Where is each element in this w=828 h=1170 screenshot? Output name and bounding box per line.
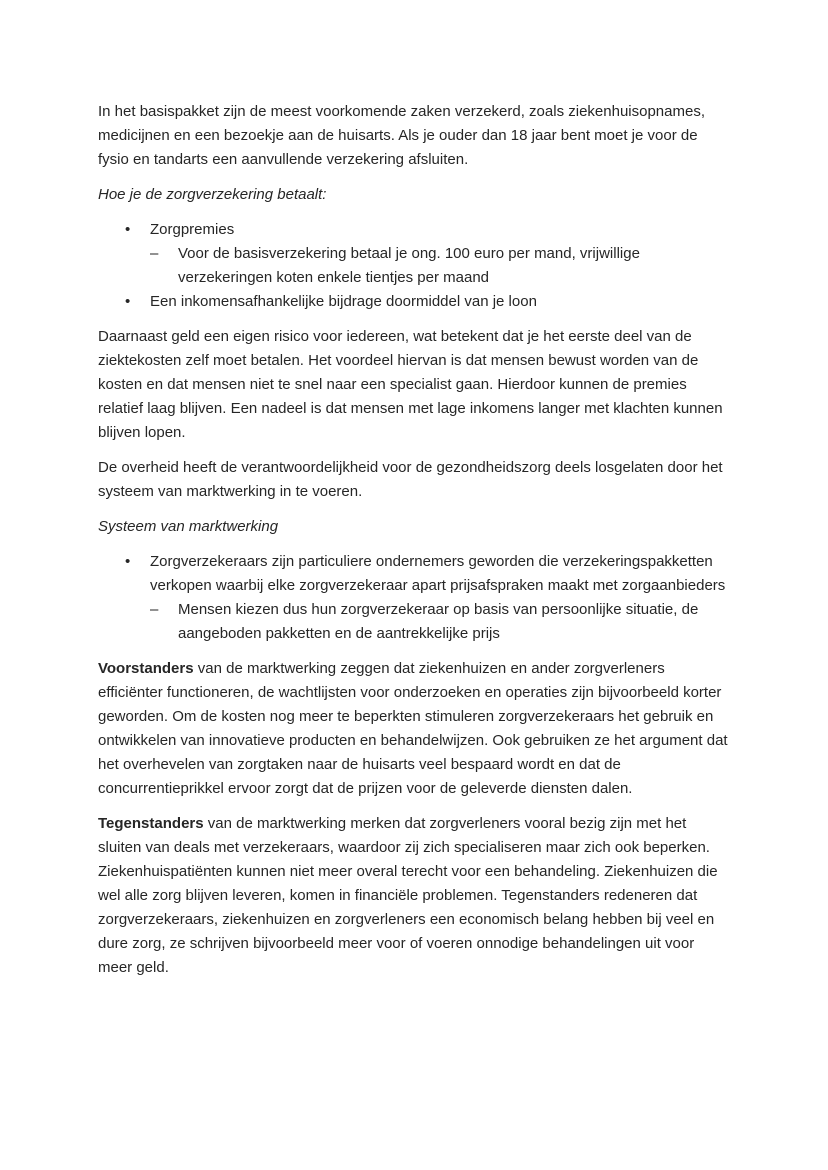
paragraph-text: van de marktwerking merken dat zorgverleners vooral bezig zijn met het sluiten van deals met verzekeraars, waardoor zij zich specialiseren maar zich ook beperken. Ziekenhuispatiënten kunnen niet meer overal terecht voor een behandeling. Ziekenhuizen die wel alle zorg blijven leveren, komen in financiële problemen. Tegenstanders redeneren dat zorgverzekeraars, ziekenhuizen en zorgverleners een economisch belang hebben bij veel en dure zorg, ze schrijven bijvoorbeeld meer voor of voeren onnodige behandelingen uit voor meer geld. — [98, 815, 718, 976]
paragraph-overheid: De overheid heeft de verantwoordelijkheid voor de gezondheidszorg deels losgelaten door het systeem van marktwerking in te voeren. — [98, 459, 723, 500]
bullet-marker: • — [125, 221, 131, 238]
bullet-marker: • — [125, 553, 131, 570]
dash-marker: – — [150, 601, 159, 618]
list-subitem — [98, 598, 731, 646]
heading-systeem-marktwerking: Systeem van marktwerking — [98, 518, 279, 535]
paragraph-eigen-risico: Daarnaast geld een eigen risico voor iedereen, wat betekent dat je het eerste deel van de ziektekosten zelf moet betalen. Het voordeel hiervan is dat mensen bewust worden van de kosten en dat mensen niet te snel naar een specialist gaan. Hierdoor kunnen de premies relatief laag blijven. Een nadeel is dat mensen met lage inkomens langer met klachten kunnen blijven lopen. — [98, 328, 723, 441]
bullet-marker: • — [125, 293, 131, 310]
list-item — [98, 290, 731, 314]
paragraph-basispakket: In het basispakket zijn de meest voorkomende zaken verzekerd, zoals ziekenhuisopnames, medicijnen en een bezoekje aan de huisarts. Als je ouder dan 18 jaar bent moet je voor de fysio en tandarts een aanvullende verzekering afsluiten. — [98, 103, 705, 168]
list-item-text: Een inkomensafhankelijke bijdrage doormiddel van je loon — [150, 293, 537, 310]
bold-lead-voorstanders: Voorstanders — [98, 660, 194, 677]
list-item-text: Zorgverzekeraars zijn particuliere ondernemers geworden die verzekeringspakketten verkopen waarbij elke zorgverzekeraar apart prijsafspraken maakt met zorgaanbieders — [150, 553, 726, 594]
heading-hoe-je-betaalt: Hoe je de zorgverzekering betaalt: — [98, 186, 327, 203]
bold-lead-tegenstanders: Tegenstanders — [98, 815, 204, 832]
paragraph-tegenstanders — [98, 812, 731, 980]
paragraph-text: van de marktwerking zeggen dat ziekenhuizen en ander zorgverleners efficiënter functioneren, de wachtlijsten voor onderzoeken en operaties zijn bijvoorbeeld korter geworden. Om de kosten nog meer te beperkten stimuleren zorgverzekeraars het gebruik en ontwikkelen van innovatieve producten en behandelwijzen. Ook gebruiken ze het argument dat het overhevelen van zorgtaken naar de huisarts veel bespaard wordt en dat de concurrentieprikkel ervoor zorgt dat de prijzen voor de geleverde diensten dalen. — [98, 660, 728, 797]
list-item-text: Zorgpremies — [150, 221, 235, 238]
paragraph-voorstanders — [98, 657, 731, 801]
list-subitem — [98, 242, 731, 290]
dash-marker: – — [150, 245, 159, 262]
list-item — [98, 550, 731, 598]
list-marktwerking — [98, 550, 731, 646]
list-item-text: Voor de basisverzekering betaal je ong. 100 euro per mand, vrijwillige verzekeringen koten enkele tientjes per maand — [178, 245, 640, 286]
list-betaalwijzen — [98, 218, 731, 314]
list-item-text: Mensen kiezen dus hun zorgverzekeraar op basis van persoonlijke situatie, de aangeboden pakketten en de aantrekkelijke prijs — [178, 601, 699, 642]
list-item — [98, 218, 731, 242]
